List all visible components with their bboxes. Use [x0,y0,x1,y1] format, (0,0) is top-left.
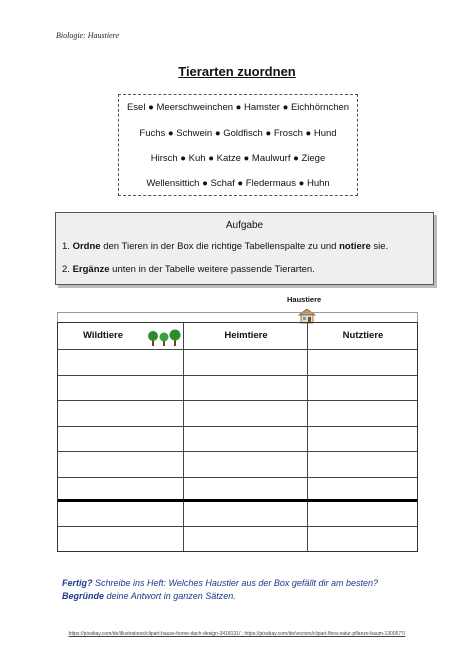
task-2-text: unten in der Tabelle weitere passende Tierarten. [109,264,315,275]
column-divider [307,323,308,551]
task-2-verb-ergaenze: Ergänze [72,264,110,275]
row-divider [58,349,417,350]
image-credits: https://pixabay.com/de/illustrations/clipart-hause-home-dach-design-3418131/ ; https://pixabay.com/de/vectors/clipart-flora-natur-pflanze-baum-1300577/ [68,631,406,637]
bonus-task [62,577,378,603]
animal-line-3: Hirsch ● Kuh ● Katze ● Maulwurf ● Ziege [150,153,326,164]
bonus-task-line-1 [62,577,378,590]
animal-word-box [118,94,358,196]
animal-line-2: Fuchs ● Schwein ● Goldfisch ● Frosch ● Hund [139,128,337,139]
task-heading: Aufgabe [225,220,264,231]
row-divider [58,375,417,376]
task-1-end: sie. [370,241,389,252]
animal-table [57,322,418,552]
haustiere-label: Haustiere [287,295,322,304]
bonus-task-line-2 [62,590,378,603]
header-wildtiere-label: Wildtiere [82,330,124,341]
bonus-fertig-label: Fertig? [62,578,93,588]
task-1-text: den Tieren in der Box die richtige Tabellenspalte zu und [100,241,340,252]
row-divider [58,426,417,427]
task-1-verb-ordne: Ordne [72,241,101,252]
animal-line-1: Esel ● Meerschweinchen ● Hamster ● Eichhörnchen [126,102,350,113]
header-nutztiere: Nutztiere [342,330,384,341]
page-header: Biologie: Haustiere [56,31,120,40]
page-title: Tierarten zuordnen [178,64,296,79]
row-divider [58,526,417,527]
row-divider [58,400,417,401]
animal-line-4: Wellensittich ● Schaf ● Fledermaus ● Huhn [146,178,330,189]
bonus-begruende-label: Begründe [62,591,105,601]
row-divider [58,477,417,478]
header-heimtiere: Heimtiere [224,330,268,341]
column-divider [183,323,184,551]
row-divider-thick [58,499,417,502]
task-2-number: 2. [62,264,70,275]
task-1-verb-notiere: notiere [339,241,371,252]
bonus-question: Schreibe ins Heft: Welches Haustier aus der Box gefällt dir am besten? [92,578,378,588]
task-instruction-1 [62,241,388,252]
bonus-instruction: deine Antwort in ganzen Sätzen. [104,591,236,601]
task-instruction-2 [62,264,315,275]
row-divider [58,451,417,452]
task-1-number: 1. [62,241,70,252]
haustiere-bracket [57,312,418,322]
task-box [55,212,434,285]
